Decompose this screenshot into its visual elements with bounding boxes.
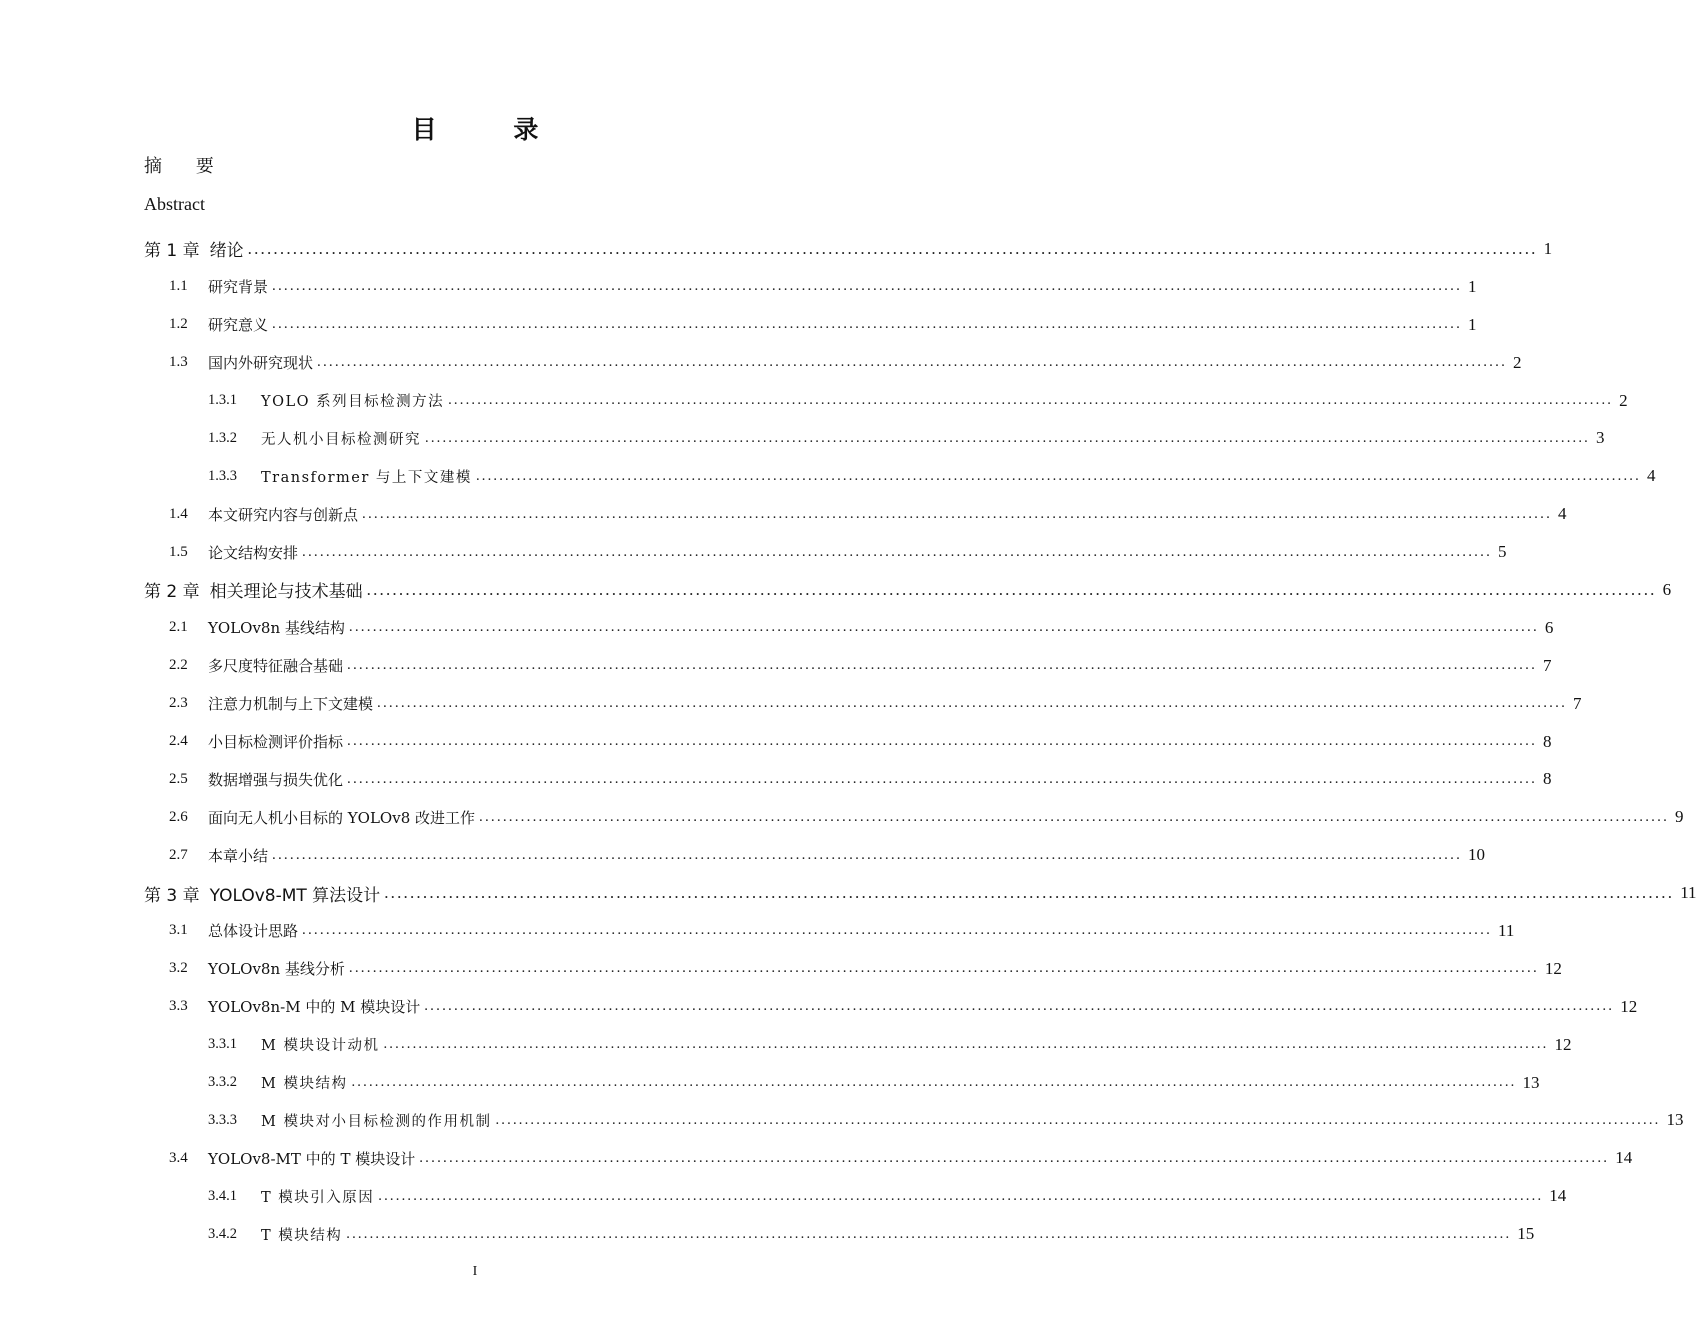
toc-entry-number: 第 3 章: [144, 885, 200, 906]
toc-dot-leader: ........................................................................................................................................................................................................: [425, 429, 1590, 446]
toc-entry-title: T 模块引入原因: [261, 1189, 375, 1206]
toc-entry-title: YOLOv8n 基线结构: [208, 619, 345, 638]
toc-entry-label: [169, 542, 298, 563]
toc-entry-level-3[interactable]: [0, 457, 1656, 495]
toc-entry-page: 4: [1558, 504, 1567, 524]
toc-entry-title: 数据增强与损失优化: [208, 770, 344, 789]
toc-entry-title: M 模块结构: [261, 1076, 348, 1093]
toc-entry-level-2[interactable]: [0, 798, 1684, 836]
toc-entry-label: [208, 1034, 379, 1055]
toc-entry-title: M 模块对小目标检测的作用机制: [261, 1113, 492, 1130]
toc-dot-leader: ........................................................................................................................................................................................................: [348, 960, 1539, 977]
toc-entry-page: 7: [1543, 655, 1552, 675]
toc-entry-title: YOLO 系列目标检测方法: [261, 394, 445, 410]
toc-entry-title: 论文结构安排: [208, 543, 299, 562]
toc-entry-title: 注意力机制与上下文建模: [208, 695, 374, 714]
toc-entry-number: 3.4.1: [208, 1187, 237, 1204]
toc-entry-title: YOLOv8n-M 中的 M 模块设计: [208, 998, 421, 1017]
toc-entry-title: 面向无人机小目标的 YOLOv8 改进工作: [208, 808, 476, 827]
toc-dot-leader: ........................................................................................................................................................................................................: [272, 278, 1463, 295]
toc-entry-label: [169, 504, 358, 525]
toc-entry-page: 13: [1666, 1110, 1684, 1130]
toc-entry-level-2[interactable]: [0, 306, 1477, 344]
toc-entry-page: 6: [1662, 579, 1672, 599]
toc-entry-page: 5: [1498, 542, 1507, 562]
toc-dot-leader: ........................................................................................................................................................................................................: [317, 354, 1508, 371]
toc-entry-page: 12: [1620, 996, 1638, 1016]
toc-dot-leader: ........................................................................................................................................................................................................: [377, 695, 1568, 712]
toc-dot-leader: ........................................................................................................................................................................................................: [347, 733, 1538, 750]
toc-entry-level-1[interactable]: [0, 571, 1672, 609]
toc-entry-title: M 模块设计动机: [261, 1038, 380, 1055]
toc-entry-level-3[interactable]: [0, 1101, 1684, 1139]
toc-entry-level-2[interactable]: [0, 1139, 1633, 1177]
toc-entries: [0, 230, 1697, 1253]
toc-entry-label: [169, 996, 420, 1017]
toc-entry-level-3[interactable]: [0, 419, 1605, 457]
toc-entry-number: 第 1 章: [144, 241, 200, 262]
toc-entry-title: 本章小结: [208, 846, 269, 865]
toc-abstract-cn[interactable]: 摘 要: [144, 156, 228, 177]
toc-dot-leader: ........................................................................................................................................................................................................: [448, 392, 1614, 408]
toc-entry-number: 3.3.2: [208, 1074, 237, 1091]
toc-entry-page: 14: [1549, 1186, 1567, 1206]
toc-entry-title: 小目标检测评价指标: [208, 733, 344, 752]
toc-entry-number: 1.1: [169, 278, 188, 295]
toc-entry-label: [169, 958, 345, 979]
toc-entry-title: 研究背景: [208, 278, 269, 297]
toc-entry-label: [169, 845, 268, 866]
toc-dot-leader: ........................................................................................................................................................................................................: [346, 1225, 1512, 1242]
toc-dot-leader: ........................................................................................................................................................................................................: [348, 619, 1539, 636]
toc-dot-leader: ........................................................................................................................................................................................................: [383, 1036, 1549, 1053]
toc-entry-title: Transformer 与上下文建模: [261, 469, 472, 486]
toc-dot-leader: ........................................................................................................................................................................................................: [475, 467, 1641, 484]
toc-entry-level-2[interactable]: [0, 609, 1554, 647]
toc-dot-leader: ........................................................................................................................................................................................................: [272, 846, 1463, 863]
toc-entry-page: 2: [1513, 352, 1522, 372]
toc-entry-number: 1.2: [169, 316, 188, 333]
toc-entry-page: 12: [1544, 958, 1562, 978]
toc-entry-number: 1.5: [169, 543, 188, 560]
toc-entry-page: 11: [1680, 883, 1697, 903]
toc-abstract-en[interactable]: Abstract: [144, 194, 205, 214]
toc-entry-title: 多尺度特征融合基础: [208, 657, 344, 676]
toc-entry-number: 2.5: [169, 770, 188, 787]
toc-entry-number: 3.3: [169, 998, 188, 1015]
toc-entry-label: [169, 769, 343, 790]
toc-entry-number: 1.4: [169, 505, 188, 522]
toc-entry-level-3[interactable]: [0, 1064, 1540, 1102]
toc-entry-label: [208, 1110, 491, 1131]
toc-entry-label: [169, 1148, 415, 1169]
toc-entry-level-3[interactable]: [0, 1177, 1567, 1215]
toc-entry-label: [169, 920, 298, 941]
toc-entry-title: 总体设计思路: [208, 922, 299, 941]
toc-entry-label: [169, 807, 475, 828]
toc-dot-leader: ........................................................................................................................................................................................................: [384, 883, 1675, 903]
toc-entry-title: 无人机小目标检测研究: [261, 431, 421, 448]
toc-entry-title: 绪论: [209, 241, 244, 262]
toc-entry-level-2[interactable]: [0, 912, 1515, 950]
toc-entry-number: 3.1: [169, 922, 188, 939]
toc-entry-label: [169, 693, 373, 714]
toc-entry-number: 1.3: [169, 354, 188, 371]
toc-dot-leader: ........................................................................................................................................................................................................: [366, 579, 1657, 599]
toc-entry-level-1[interactable]: [0, 230, 1553, 268]
toc-entry-label: [208, 1224, 342, 1245]
toc-entry-number: 2.6: [169, 808, 188, 825]
toc-entry-number: 1.3.2: [208, 429, 237, 446]
toc-entry-label: [208, 1186, 374, 1207]
toc-entry-number: 3.4: [169, 1149, 188, 1166]
toc-entry-label: [144, 577, 363, 602]
toc-entry-label: [208, 466, 472, 487]
toc-entry-page: 1: [1468, 276, 1477, 296]
toc-entry-level-3[interactable]: [0, 1026, 1572, 1064]
toc-entry-level-2[interactable]: [0, 836, 1486, 874]
toc-entry-page: 4: [1646, 466, 1656, 486]
toc-entry-level-2[interactable]: [0, 988, 1638, 1026]
toc-entry-number: 1.3.1: [208, 392, 237, 408]
toc-entry-page: 13: [1522, 1072, 1540, 1092]
toc-entry-title: 相关理论与技术基础: [209, 582, 363, 603]
toc-dot-leader: ........................................................................................................................................................................................................: [302, 922, 1493, 939]
toc-entry-level-2[interactable]: [0, 647, 1552, 685]
toc-entry-label: [169, 617, 345, 638]
toc-entry-label: [169, 276, 268, 297]
toc-entry-label: [144, 236, 244, 261]
toc-entry-title: 研究意义: [208, 316, 269, 335]
toc-entry-label: [169, 314, 268, 335]
toc-entry-level-3[interactable]: [0, 382, 1628, 420]
toc-entry-level-2[interactable]: [0, 533, 1507, 571]
toc-dot-leader: ........................................................................................................................................................................................................: [247, 238, 1538, 258]
toc-entry-label: [144, 881, 380, 906]
toc-entry-label: [169, 655, 343, 676]
toc-entry-number: 2.7: [169, 846, 188, 863]
toc-entry-page: 10: [1468, 845, 1486, 865]
toc-entry-level-1[interactable]: [0, 874, 1697, 912]
toc-entry-number: 2.4: [169, 733, 188, 750]
toc-entry-number: 3.4.2: [208, 1225, 237, 1242]
toc-entry-page: 11: [1498, 920, 1515, 940]
toc-entry-number: 第 2 章: [144, 582, 200, 603]
toc-entry-label: [208, 428, 421, 449]
toc-entry-page: 9: [1675, 807, 1684, 827]
toc-entry-level-2[interactable]: [0, 723, 1552, 761]
toc-entry-label: [169, 352, 313, 373]
toc-entry-level-2[interactable]: [0, 268, 1477, 306]
toc-entry-page: 6: [1544, 617, 1554, 637]
toc-entry-level-2[interactable]: [0, 685, 1582, 723]
toc-entry-page: 8: [1543, 731, 1552, 751]
toc-entry-label: [208, 390, 444, 411]
toc-entry-label: [169, 731, 343, 752]
toc-entry-number: 2.3: [169, 695, 188, 712]
toc-entry-level-2[interactable]: [0, 760, 1552, 798]
toc-entry-number: 2.1: [169, 619, 188, 636]
toc-entry-page: 8: [1543, 769, 1552, 789]
page-number: I: [472, 1264, 478, 1279]
toc-dot-leader: ........................................................................................................................................................................................................: [479, 808, 1670, 825]
toc-entry-title: YOLOv8-MT 算法设计: [209, 885, 381, 906]
toc-entry-page: 3: [1596, 428, 1605, 448]
toc-entry-label: [208, 1072, 347, 1093]
toc-entry-page: 1: [1468, 314, 1477, 334]
toc-entry-title: 国内外研究现状: [208, 354, 314, 373]
toc-entry-level-2[interactable]: [0, 344, 1522, 382]
toc-dot-leader: ........................................................................................................................................................................................................: [302, 543, 1493, 560]
toc-dot-leader: ........................................................................................................................................................................................................: [419, 1149, 1610, 1166]
toc-dot-leader: ........................................................................................................................................................................................................: [351, 1074, 1517, 1091]
toc-dot-leader: ........................................................................................................................................................................................................: [378, 1187, 1544, 1204]
toc-entry-page: 15: [1517, 1224, 1535, 1244]
toc-dot-leader: ........................................................................................................................................................................................................: [347, 770, 1538, 787]
toc-entry-number: 3.3.1: [208, 1036, 237, 1053]
toc-entry-title: 本文研究内容与创新点: [208, 505, 359, 524]
toc-entry-number: 2.2: [169, 657, 188, 674]
toc-dot-leader: ........................................................................................................................................................................................................: [347, 657, 1538, 674]
toc-entry-number: 3.3.3: [208, 1111, 237, 1128]
toc-entry-page: 1: [1543, 238, 1553, 258]
toc-dot-leader: ........................................................................................................................................................................................................: [424, 998, 1615, 1015]
toc-entry-title: T 模块结构: [261, 1227, 343, 1244]
toc-dot-leader: ........................................................................................................................................................................................................: [272, 316, 1463, 333]
toc-entry-page: 14: [1615, 1148, 1633, 1168]
toc-entry-title: YOLOv8-MT 中的 T 模块设计: [208, 1149, 416, 1168]
toc-entry-title: YOLOv8n 基线分析: [208, 960, 345, 979]
toc-entry-level-3[interactable]: [0, 1215, 1535, 1253]
toc-entry-page: 12: [1554, 1034, 1572, 1054]
toc-entry-page: 2: [1619, 390, 1628, 410]
page-title: 目 录: [411, 115, 573, 144]
toc-dot-leader: ........................................................................................................................................................................................................: [362, 505, 1553, 522]
toc-entry-level-2[interactable]: [0, 495, 1567, 533]
toc-dot-leader: ........................................................................................................................................................................................................: [495, 1111, 1661, 1128]
toc-entry-number: 1.3.3: [208, 467, 237, 484]
toc-entry-number: 3.2: [169, 960, 188, 977]
toc-entry-level-2[interactable]: [0, 950, 1562, 988]
toc-entry-page: 7: [1573, 693, 1582, 713]
